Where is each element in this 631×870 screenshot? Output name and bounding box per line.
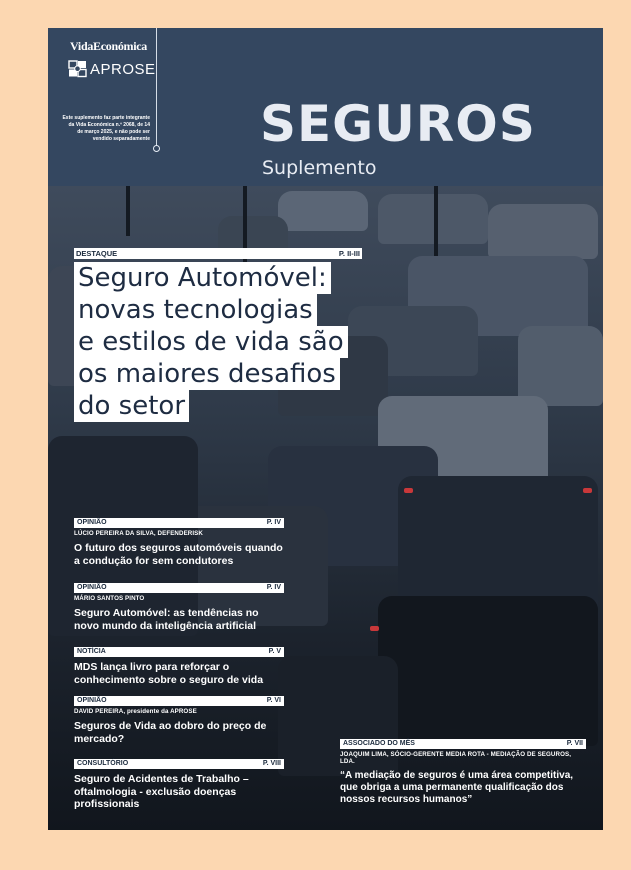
publication-title: SEGUROS (260, 95, 536, 153)
teaser-section-bar (74, 759, 284, 769)
teaser-page: P. IV (266, 584, 281, 591)
headline-line: Seguro Automóvel: (74, 262, 331, 294)
teaser-section-bar (74, 518, 284, 528)
teaser-section: CONSULTÓRIO (77, 760, 129, 767)
teaser-news[interactable] (74, 647, 284, 686)
teaser-title: Seguro Automóvel: as tendências no novo mundo da inteligência artificial (74, 607, 259, 632)
lead-section: DESTAQUE (76, 249, 118, 258)
vida-economica-logo: VidaEconómica (70, 39, 147, 53)
teaser-section-bar (74, 647, 284, 657)
teaser-byline: DAVID PEREIRA, presidente da APROSE (74, 708, 197, 715)
teaser-title: Seguro de Acidentes de Trabalho – oftalmologia - exclusão doenças profissionais (74, 773, 249, 810)
teaser-page: P. VI (266, 697, 281, 704)
teaser-page: P. V (268, 648, 281, 655)
teaser-title: Seguros de Vida ao dobro do preço de mercado? (74, 720, 267, 745)
associado-quote: “A mediação de seguros é uma área competitiva, que obriga a uma permanente qualificação dos nossos recursos humanos” (340, 770, 574, 805)
teaser-opinion-3[interactable] (74, 696, 284, 745)
headline-line: os maiores desafios (74, 358, 340, 390)
aprose-logo-icon (68, 60, 88, 78)
lead-headline[interactable] (74, 262, 348, 422)
associado-page: P. VII (566, 740, 583, 747)
teaser-opinion-2[interactable] (74, 583, 284, 632)
publication-subtitle: Suplemento (262, 157, 377, 179)
associado-do-mes[interactable] (340, 739, 586, 806)
teaser-page: P. VIII (262, 760, 281, 767)
lead-page: P. II-III (338, 249, 360, 258)
headline-line: novas tecnologias (74, 294, 317, 326)
teaser-consultorio[interactable] (74, 759, 284, 811)
teaser-page: P. IV (266, 519, 281, 526)
associado-section: ASSOCIADO DO MÊS (343, 740, 415, 747)
supplement-cover (48, 28, 603, 830)
teaser-opinion-1[interactable] (74, 518, 284, 567)
teaser-title: MDS lança livro para reforçar o conhecimento sobre o seguro de vida (74, 661, 264, 686)
supplement-note: Este suplemento faz parte integrante da Vida Económica n.º 2068, de 14 de março 2025, e não pode ser vendido separadamente (62, 115, 150, 142)
teaser-section: OPINIÃO (77, 519, 107, 526)
divider-dot (153, 145, 160, 152)
lead-kicker (74, 248, 362, 259)
associado-byline: JOAQUIM LIMA, SÓCIO-GERENTE MEDIA ROTA - MEDIAÇÃO DE SEGUROS, LDA. (340, 751, 572, 765)
aprose-logo (68, 60, 156, 78)
masthead (48, 28, 603, 186)
teaser-section-bar (74, 696, 284, 706)
headline-line: e estilos de vida são (74, 326, 348, 358)
teaser-section: OPINIÃO (77, 697, 107, 704)
divider-line (156, 28, 157, 148)
teaser-section: OPINIÃO (77, 584, 107, 591)
teaser-byline: LÚCIO PEREIRA DA SILVA, DEFENDERISK (74, 530, 203, 537)
associado-section-bar (340, 739, 586, 749)
teaser-section-bar (74, 583, 284, 593)
teaser-section: NOTÍCIA (77, 648, 106, 655)
aprose-wordmark: APROSE (90, 60, 156, 78)
headline-line: do setor (74, 390, 189, 422)
teaser-title: O futuro dos seguros automóveis quando a condução for sem condutores (74, 542, 283, 567)
teaser-byline: MÁRIO SANTOS PINTO (74, 595, 145, 602)
